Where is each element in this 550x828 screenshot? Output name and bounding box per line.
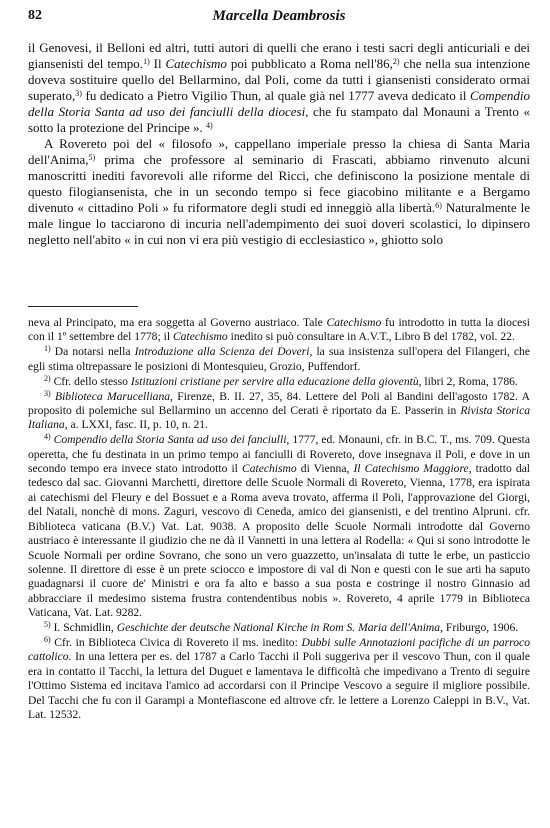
note-reference: 3): [75, 89, 82, 98]
text-run: Cfr. in Biblioteca Civica di Rovereto il ms. inedito:: [50, 635, 302, 649]
text-run: che nella sua intenzione doveva sostituire quello del Bellarmino, dal Poli, come da tutti i giansenisti considerato ormai superato,: [28, 56, 530, 103]
note-reference: 1): [44, 344, 51, 354]
footnote-4: [28, 433, 530, 620]
body-paragraph: [28, 136, 530, 248]
italic-text: Catechismo: [172, 330, 228, 344]
note-reference: 6): [435, 201, 442, 210]
italic-text: Catechismo: [241, 462, 297, 476]
text-run: fu dedicato a Pietro Vigilio Thun, al quale già nel 1777 aveva dedicato il: [81, 88, 471, 103]
main-text: [28, 40, 530, 248]
italic-text: Istituzioni cristiane per servire alla educazione della gioventù,: [130, 374, 422, 388]
text-run: Friburgo, 1906.: [443, 621, 519, 635]
text-run: tradotto dal tedesco dal sac. Giovanni Marchetti, direttore delle Scuole Normali di Rovereto, Vienna, 1778, era ispirata ai catechismi del Fleury e del Bossuet e a Roma aveva trovato, afferma il Poli, l'approvazione del Giorgi, del Natali, nonchè di mons. Zaguri, vescovo di Ceneda, amico dei giansenisti, e del trentino Alpruni. cfr. Biblioteca vaticana (B.V.) Vat. Lat. 9038. A proposito delle Scuole Normali introdotte dal Governo austriaco è interessante il giudizio che ne dà il Vannetti in una lettera al Rodella: « Qui si sono introdotte le Scuole Normali per ordine Sovrano, che sono un vero guazzetto, un'insalata di tutte le erbe, un pasticcio solenne. Il direttore di esse è un prete sciocco e impostore di val di Non e questi con le sue arti ha saputo guadagnarsi il cuore de' Ministri e ora fa alto e basso a sua posta e costringe il nostro Ginnasio ad abbracciare il medesimo sistema frustra contendentibus nobis ». Rovereto, 4 aprile 1779 in Biblioteca Vaticana, Vat. Lat. 9282.: [28, 462, 530, 620]
page-header: [28, 8, 530, 30]
footnote-continuation: [28, 316, 530, 345]
italic-text: Dubbi sulle Annotazioni pacifiche di un parroco cattolico.: [28, 635, 530, 664]
italic-text: Catechismo: [326, 316, 382, 329]
text-run: prima che professore al seminario di Frascati, abbiamo rinvenuto alcuni manoscritti inediti favorevoli alle riforme del Ricci, che definiscono la posizione mentale di questo filogiansenista, che in un secondo tempo si fece giacobino militante e a Bergamo divenuto « cittadino Poli » fu riformatore degli studi ed inneggiò alla libertà.: [28, 152, 530, 215]
text-run: Il: [149, 56, 166, 71]
italic-text: Rivista Storica Italiana,: [28, 403, 531, 432]
text-run: che fu stampato dal Monauni a Trento « sotto la protezione del Principe ».: [28, 104, 530, 135]
footnote-1: [28, 345, 530, 374]
note-reference: 4): [205, 121, 213, 130]
text-run: libri 2, Roma, 1786.: [421, 374, 518, 388]
italic-text: Biblioteca Marucelliana,: [54, 389, 173, 403]
text-run: il Genovesi, il Belloni ed altri, tutti autori di quelli che erano i testi sacri degli anticuriali e dei giansenisti del tempo.: [28, 40, 530, 71]
text-run: fu introdotto in tutta la diocesi con il 1º settembre del 1778; il: [28, 316, 531, 344]
text-run: Da notarsi nella: [50, 345, 135, 359]
text-run: A Rovereto poi del « filosofo », cappellano imperiale presso la chiesa di Santa Maria dell'Anima,: [28, 136, 530, 167]
book-page: [28, 0, 530, 828]
italic-text: Geschichte der deutsche National Kirche in Rom S. Maria dell'Anima,: [116, 621, 443, 635]
text-run: Naturalmente le male lingue lo tacciarono di incuria nell'adempimento dei suoi doveri scolastici, lo dipinsero negletto nell'abito « in cui non vi era più vestigio di ecclesiastico », ghiotto solo: [28, 200, 530, 247]
italic-text: Il Catechismo Maggiore,: [353, 462, 472, 476]
italic-text: Compendio della Storia Santa ad uso dei fanciulli,: [53, 433, 290, 447]
footnotes: [28, 316, 530, 723]
text-run: Cfr. dello stesso: [50, 374, 131, 388]
text-run: di Vienna,: [296, 462, 354, 476]
text-run: inedito si può consultare in A.V.T., Libro B del 1782, vol. 22.: [227, 330, 515, 344]
text-run: la sua insistenza sull'opera del Filangeri, che egli stima oltrepassare le posizioni di Montesquieu, Grozio, Puffendorf.: [28, 345, 530, 373]
note-reference: 4): [44, 432, 51, 442]
note-reference: 6): [44, 634, 51, 644]
text-run: poi pubblicato a Roma nell'86,: [226, 56, 393, 71]
text-run: I. Schmidlin,: [50, 621, 117, 635]
text-run: 1777, ed. Monauni, cfr. in B.C. T., ms. 709. Questa operetta, che fu destinata in un primo tempo ai fanciulli di Rovereto, dove insegnava il Poli, e dove in un secondo tempo era invece stato introdotto il: [28, 433, 530, 476]
text-run: neva al Principato, ma era soggetta al Governo austriaco. Tale: [28, 316, 327, 329]
body-paragraph: [28, 40, 530, 136]
footnote-6: [28, 636, 530, 722]
text-run: Firenze, B. II. 27, 35, 84. Lettere del Poli al Bandini dell'agosto 1782. A proposito di polemiche sul Bellarmino un accenno del Cerati è riportato da E. Passerin in: [28, 389, 530, 417]
footnote-5: [28, 621, 530, 635]
text-run: In una lettera per es. del 1787 a Carlo Tacchi il Poli suggeriva per il vescovo Thun, con il quale era in contatto il Tacchi, la lettura del Duguet e lamentava le difficoltà che impedivano a Trento di seguire l'Ottimo Sistema ed incitava l'amico ad accordarsi con il Principe Vescovo a seguire il migliore possibile. Del Tacchi che fu con il Garampi a Montefiascone ed altrove cfr. le lettere a Lorenzo Caleppi in B.V., Vat. Lat. 12532.: [28, 650, 530, 721]
note-reference: 5): [88, 153, 96, 162]
italic-text: Catechismo: [165, 56, 227, 71]
page-number: 82: [28, 8, 42, 23]
note-reference: 2): [392, 57, 400, 66]
footnote-separator: [28, 306, 138, 307]
text-run: a. LXXI, fasc. II, p. 10, n. 21.: [67, 418, 209, 432]
running-title: Marcella Deambrosis: [212, 8, 346, 24]
footnote-2: [28, 375, 530, 389]
footnote-3: [28, 390, 530, 433]
note-reference: 1): [143, 57, 150, 66]
note-reference: 3): [44, 388, 51, 398]
italic-text: Compendio della Storia Santa ad uso dei fanciulli della diocesi,: [28, 88, 530, 119]
note-reference: 2): [44, 373, 51, 383]
note-reference: 5): [44, 620, 51, 630]
italic-text: Introduzione alla Scienza dei Doveri,: [134, 345, 313, 359]
